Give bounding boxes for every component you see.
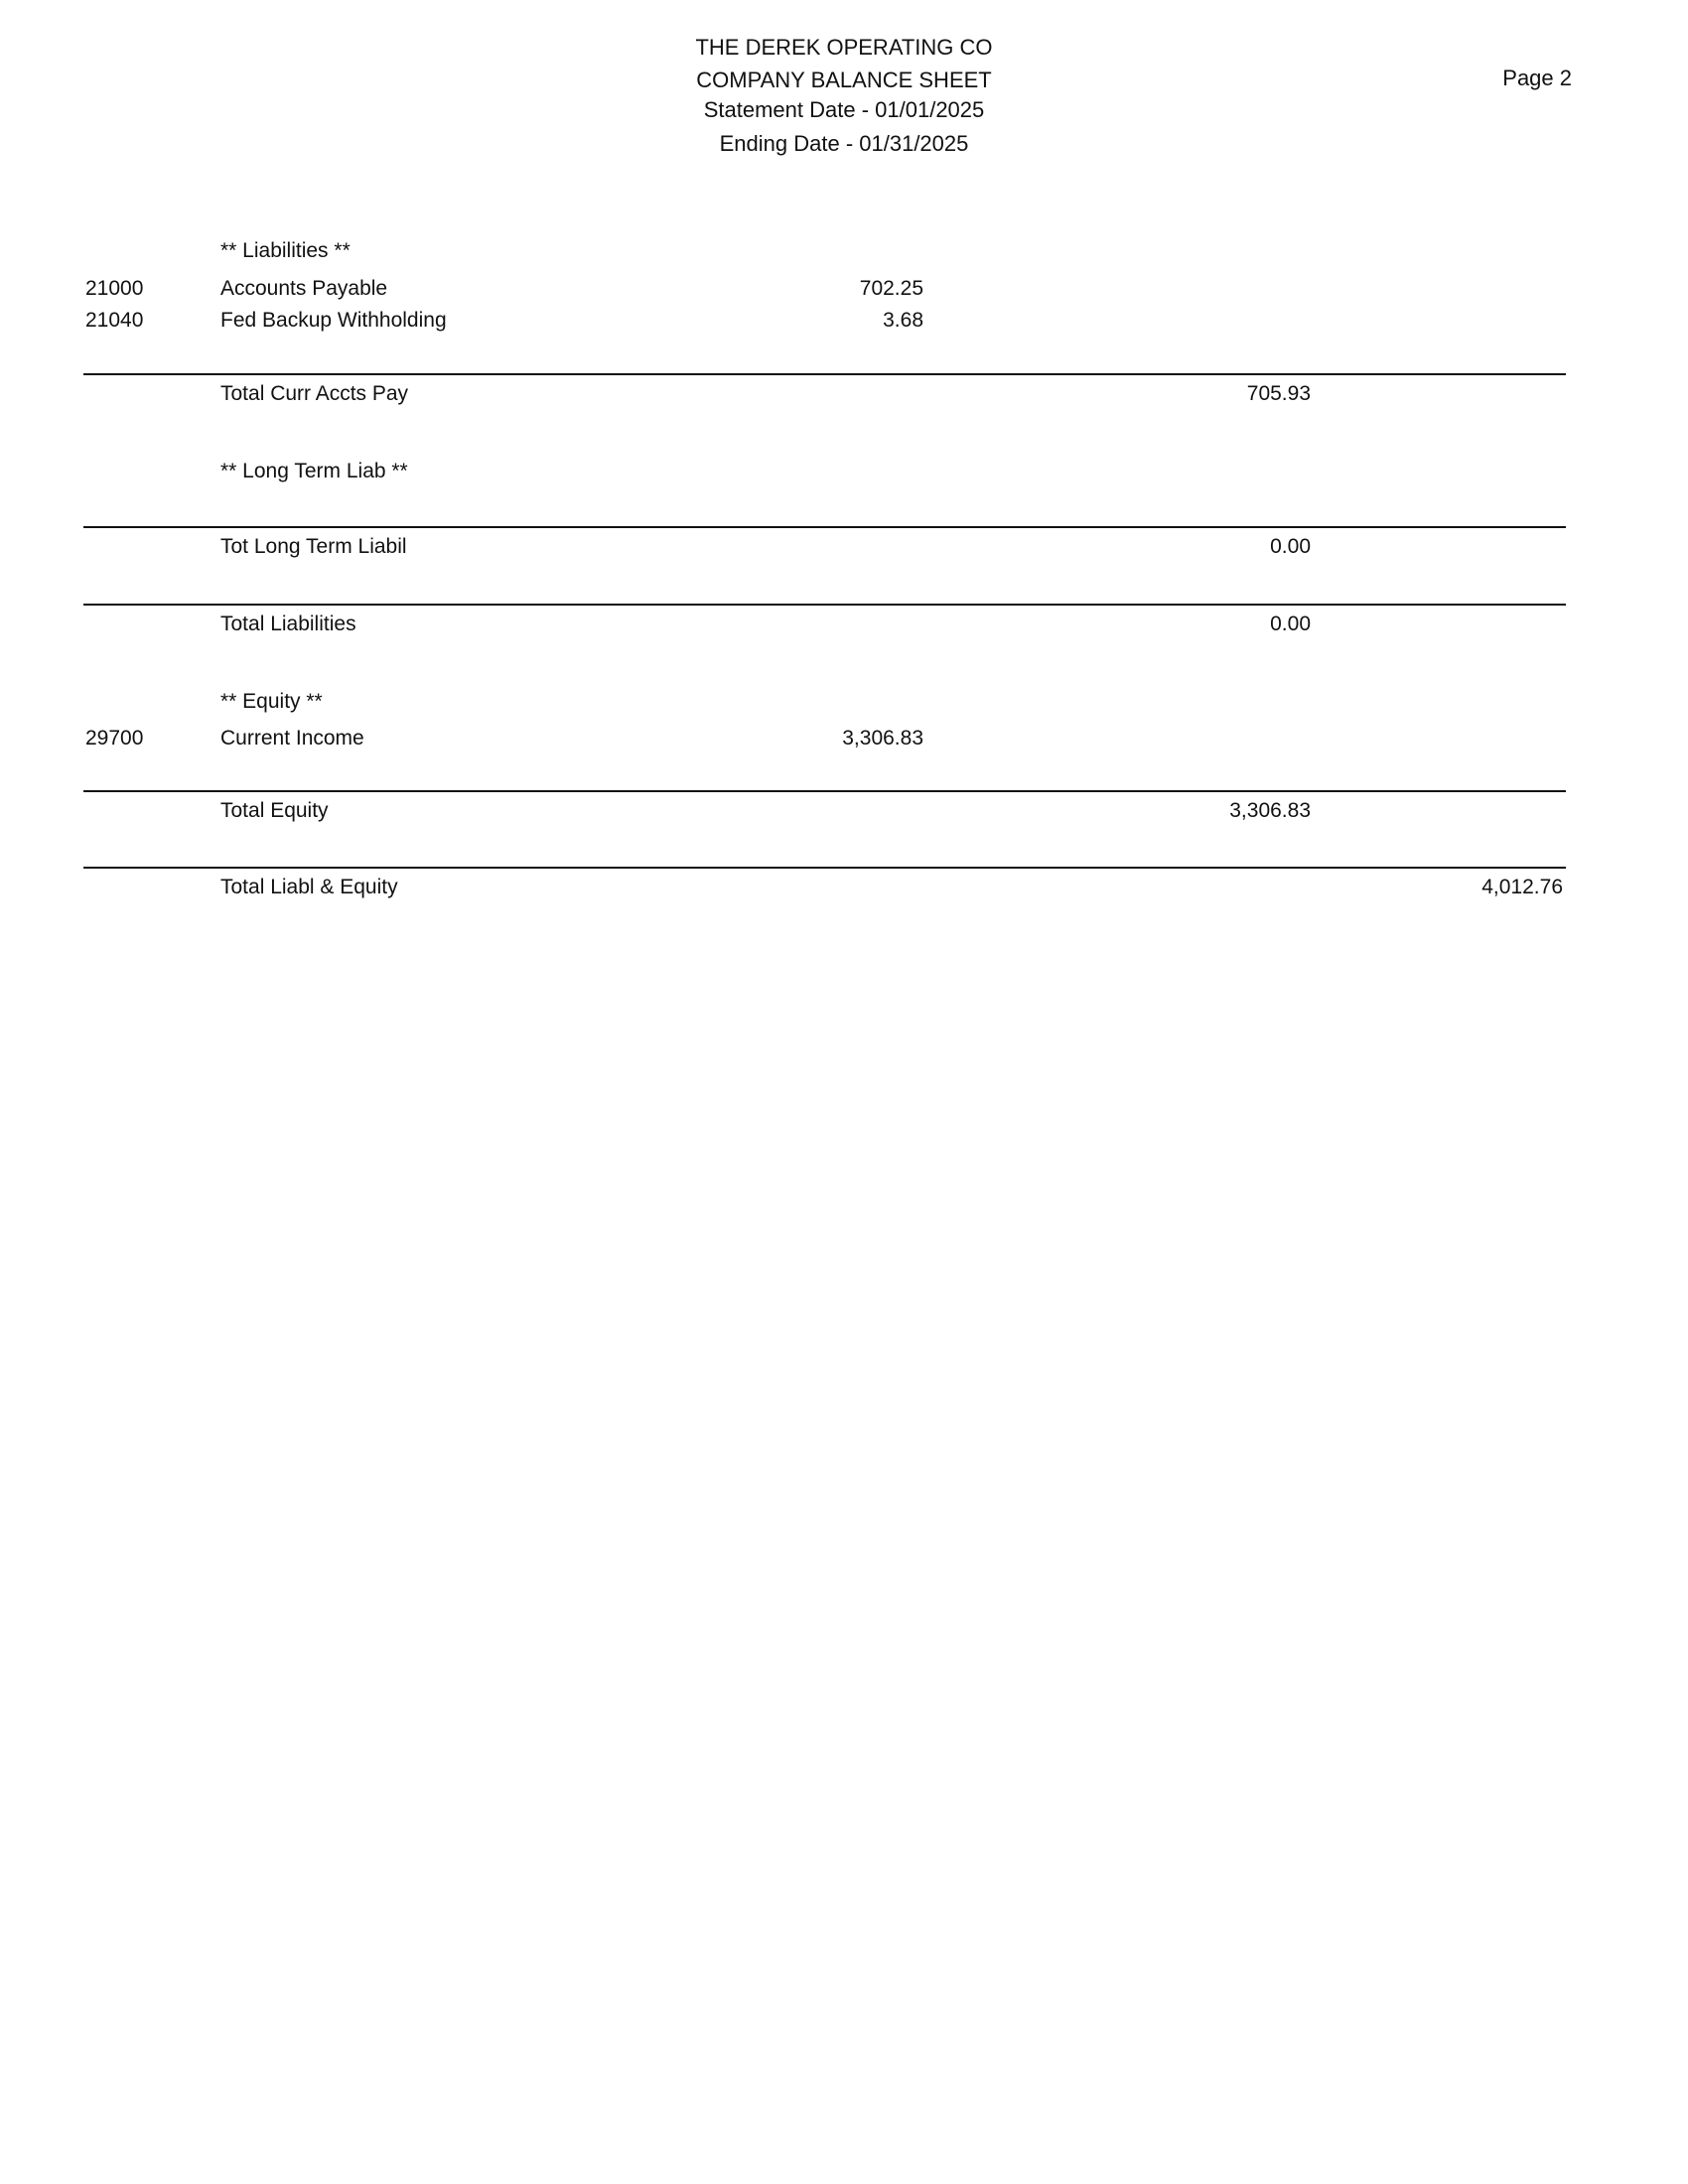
total-liabl-equity-label: Total Liabl & Equity [220, 876, 398, 898]
row-amount: 3.68 [883, 309, 923, 332]
page-number: Page 2 [1502, 66, 1572, 90]
row-account-number: 21040 [85, 309, 144, 332]
total-curr-accts-pay-label: Total Curr Accts Pay [220, 382, 409, 405]
divider-rule [83, 790, 1566, 792]
row-description: Fed Backup Withholding [220, 309, 447, 332]
total-long-term-value: 0.00 [1270, 535, 1311, 558]
liabilities-heading: ** Liabilities ** [220, 239, 351, 262]
divider-rule [83, 604, 1566, 606]
divider-rule [83, 526, 1566, 528]
row-amount: 3,306.83 [842, 727, 923, 750]
row-account-number: 29700 [85, 727, 144, 750]
total-curr-accts-pay-value: 705.93 [1246, 382, 1311, 405]
total-liabilities-label: Total Liabilities [220, 613, 356, 635]
total-equity-value: 3,306.83 [1229, 799, 1311, 822]
statement-date: Statement Date - 01/01/2025 [703, 97, 985, 122]
company-name: THE DEREK OPERATING CO [695, 35, 993, 60]
divider-rule [83, 867, 1566, 869]
total-long-term-label: Tot Long Term Liabil [220, 535, 407, 558]
row-amount: 702.25 [859, 277, 923, 300]
divider-rule [83, 373, 1566, 375]
row-description: Accounts Payable [220, 277, 388, 300]
report-title: COMPANY BALANCE SHEET [696, 68, 992, 92]
ending-date: Ending Date - 01/31/2025 [719, 131, 969, 156]
row-account-number: 21000 [85, 277, 144, 300]
row-description: Current Income [220, 727, 364, 750]
total-liabl-equity-value: 4,012.76 [1481, 876, 1563, 898]
total-equity-label: Total Equity [220, 799, 329, 822]
long-term-heading: ** Long Term Liab ** [220, 460, 408, 482]
equity-heading: ** Equity ** [220, 690, 323, 713]
total-liabilities-value: 0.00 [1270, 613, 1311, 635]
